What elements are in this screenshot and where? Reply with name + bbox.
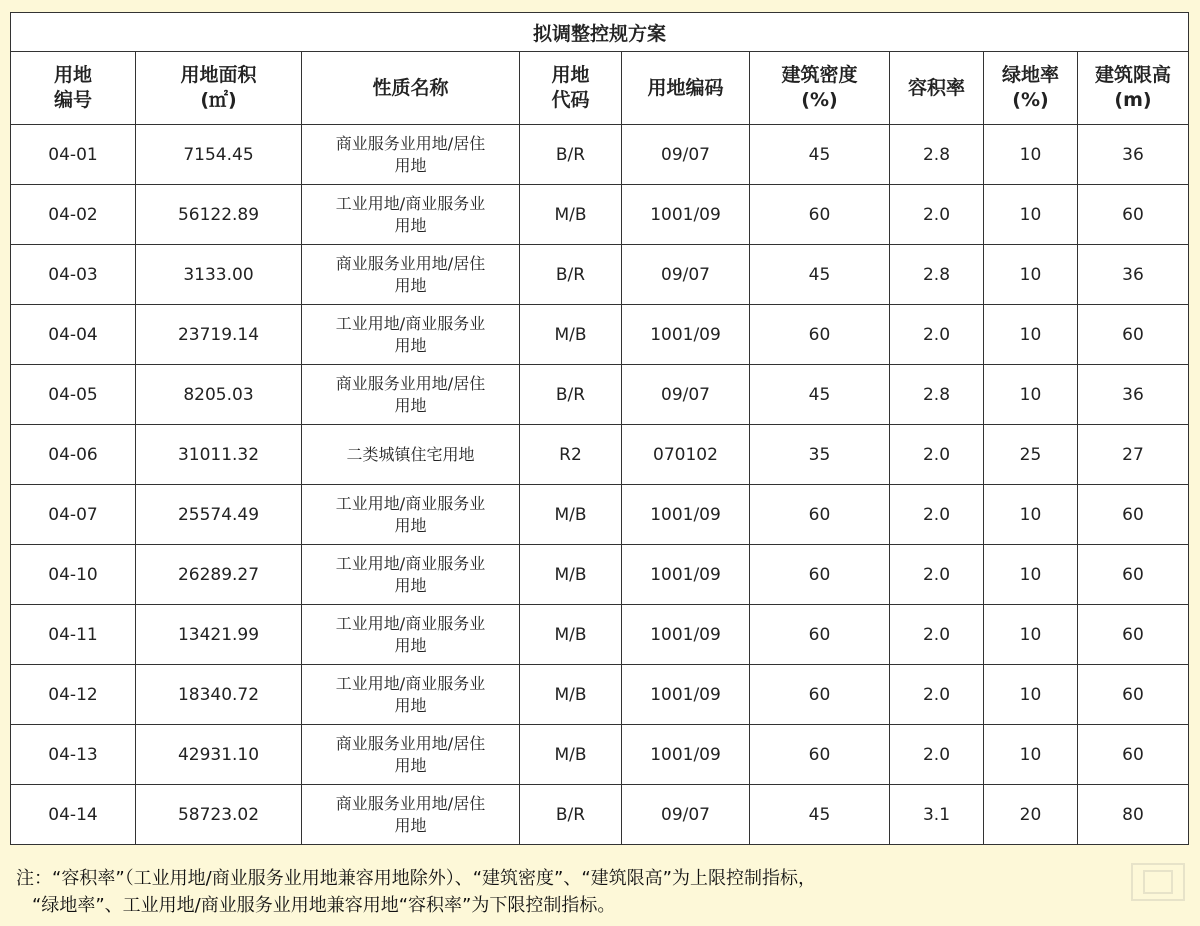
cell-land-id: 04-06	[11, 425, 136, 485]
cell-building-density: 45	[750, 245, 890, 305]
cell-land-area: 56122.89	[136, 185, 302, 245]
cell-text-line: 用地	[394, 755, 427, 775]
cell-text-line: 工业用地/商业服务业	[335, 493, 486, 513]
table-row	[11, 305, 1189, 365]
cell-land-use-name	[302, 365, 520, 425]
cell-green-ratio: 10	[984, 305, 1078, 365]
cell-building-density: 60	[750, 605, 890, 665]
cell-floor-area-ratio: 2.0	[890, 605, 984, 665]
cell-building-density: 45	[750, 785, 890, 845]
cell-text-line: 用地	[394, 575, 427, 595]
cell-text-line: 商业服务业用地/居住	[335, 733, 486, 753]
table-row	[11, 245, 1189, 305]
plan-table	[10, 12, 1189, 845]
cell-building-density: 60	[750, 725, 890, 785]
cell-building-density: 60	[750, 665, 890, 725]
cell-green-ratio: 10	[984, 365, 1078, 425]
cell-text-line: 商业服务业用地/居住	[335, 373, 486, 393]
cell-land-area: 7154.45	[136, 125, 302, 185]
cell-land-id: 04-13	[11, 725, 136, 785]
cell-land-id: 04-12	[11, 665, 136, 725]
cell-land-use-name	[302, 725, 520, 785]
cell-building-density: 60	[750, 545, 890, 605]
cell-green-ratio: 10	[984, 725, 1078, 785]
cell-land-id: 04-01	[11, 125, 136, 185]
footnote	[16, 865, 1186, 919]
cell-height-limit: 60	[1078, 605, 1189, 665]
table-row	[11, 725, 1189, 785]
cell-land-use-name	[302, 785, 520, 845]
cell-height-limit: 60	[1078, 485, 1189, 545]
cell-building-density: 45	[750, 125, 890, 185]
cell-text-line: 用地	[394, 515, 427, 535]
cell-land-area: 31011.32	[136, 425, 302, 485]
cell-height-limit: 60	[1078, 185, 1189, 245]
header-land-code	[520, 52, 622, 125]
cell-land-use-name	[302, 245, 520, 305]
cell-height-limit: 27	[1078, 425, 1189, 485]
cell-green-ratio: 10	[984, 245, 1078, 305]
cell-land-code: M/B	[520, 725, 622, 785]
cell-height-limit: 36	[1078, 125, 1189, 185]
header-text: 容积率	[907, 76, 965, 99]
cell-land-use-name	[302, 305, 520, 365]
header-text: 用地编码	[647, 76, 724, 99]
cell-land-area: 23719.14	[136, 305, 302, 365]
table-title: 拟调整控规方案	[11, 13, 1189, 52]
cell-text-line: 用地	[394, 155, 427, 175]
cell-height-limit: 80	[1078, 785, 1189, 845]
header-text: (%)	[801, 89, 838, 111]
cell-floor-area-ratio: 2.0	[890, 305, 984, 365]
cell-land-number: 09/07	[622, 125, 750, 185]
cell-land-code: R2	[520, 425, 622, 485]
watermark-logo-icon	[1130, 862, 1186, 902]
header-row	[11, 52, 1189, 125]
cell-floor-area-ratio: 2.0	[890, 665, 984, 725]
cell-floor-area-ratio: 2.8	[890, 125, 984, 185]
cell-text-line: 商业服务业用地/居住	[335, 133, 486, 153]
header-floor-area-ratio	[890, 52, 984, 125]
header-land-use-name	[302, 52, 520, 125]
cell-height-limit: 60	[1078, 545, 1189, 605]
cell-text-line: 工业用地/商业服务业	[335, 553, 486, 573]
cell-floor-area-ratio: 2.8	[890, 245, 984, 305]
cell-land-use-name	[302, 665, 520, 725]
header-text: (㎡)	[200, 89, 237, 111]
cell-land-id: 04-11	[11, 605, 136, 665]
footnote-line-1: 注：“容积率”（工业用地/商业服务业用地兼容用地除外）、“建筑密度”、“建筑限高”为上限控制指标，	[16, 868, 817, 889]
cell-land-code: B/R	[520, 365, 622, 425]
cell-building-density: 45	[750, 365, 890, 425]
cell-land-number: 1001/09	[622, 725, 750, 785]
cell-land-number: 1001/09	[622, 545, 750, 605]
cell-land-area: 25574.49	[136, 485, 302, 545]
header-land-number	[622, 52, 750, 125]
cell-land-code: M/B	[520, 485, 622, 545]
header-land-area	[136, 52, 302, 125]
cell-land-number: 1001/09	[622, 305, 750, 365]
cell-land-id: 04-04	[11, 305, 136, 365]
cell-land-area: 58723.02	[136, 785, 302, 845]
table-row	[11, 185, 1189, 245]
cell-land-area: 26289.27	[136, 545, 302, 605]
cell-floor-area-ratio: 3.1	[890, 785, 984, 845]
cell-land-use-name	[302, 605, 520, 665]
cell-land-id: 04-14	[11, 785, 136, 845]
cell-text-line: 工业用地/商业服务业	[335, 193, 486, 213]
cell-land-use-name	[302, 425, 520, 485]
cell-land-number: 1001/09	[622, 185, 750, 245]
cell-text-line: 工业用地/商业服务业	[335, 313, 486, 333]
header-land-id	[11, 52, 136, 125]
header-text: 建筑限高	[1094, 64, 1171, 86]
cell-green-ratio: 10	[984, 185, 1078, 245]
cell-text-line: 用地	[394, 695, 427, 715]
cell-building-density: 60	[750, 485, 890, 545]
header-text: (m)	[1114, 89, 1152, 111]
table-row	[11, 665, 1189, 725]
header-text: 用地	[551, 64, 590, 86]
cell-land-id: 04-10	[11, 545, 136, 605]
header-text: 代码	[551, 89, 590, 111]
cell-building-density: 60	[750, 305, 890, 365]
cell-green-ratio: 20	[984, 785, 1078, 845]
cell-land-code: M/B	[520, 605, 622, 665]
cell-land-number: 1001/09	[622, 605, 750, 665]
cell-green-ratio: 10	[984, 545, 1078, 605]
table-row	[11, 365, 1189, 425]
cell-text-line: 商业服务业用地/居住	[335, 793, 486, 813]
cell-floor-area-ratio: 2.0	[890, 185, 984, 245]
header-building-density	[750, 52, 890, 125]
header-text: 编号	[53, 89, 92, 111]
table-row	[11, 785, 1189, 845]
cell-land-id: 04-03	[11, 245, 136, 305]
table-row	[11, 605, 1189, 665]
header-text: (%)	[1012, 89, 1049, 111]
cell-land-code: B/R	[520, 125, 622, 185]
cell-green-ratio: 10	[984, 665, 1078, 725]
cell-text-line: 工业用地/商业服务业	[335, 613, 486, 633]
cell-building-density: 35	[750, 425, 890, 485]
cell-land-area: 8205.03	[136, 365, 302, 425]
cell-height-limit: 60	[1078, 665, 1189, 725]
cell-floor-area-ratio: 2.0	[890, 485, 984, 545]
cell-land-code: M/B	[520, 185, 622, 245]
cell-land-area: 42931.10	[136, 725, 302, 785]
cell-land-number: 09/07	[622, 365, 750, 425]
table-row	[11, 125, 1189, 185]
cell-text-line: 用地	[394, 635, 427, 655]
cell-text-line: 二类城镇住宅用地	[346, 444, 475, 464]
cell-floor-area-ratio: 2.8	[890, 365, 984, 425]
footnote-line-2: “绿地率”、工业用地/商业服务业用地兼容用地“容积率”为下限控制指标。	[32, 895, 616, 916]
cell-height-limit: 60	[1078, 305, 1189, 365]
cell-land-use-name	[302, 125, 520, 185]
header-text: 性质名称	[372, 76, 449, 99]
cell-land-area: 18340.72	[136, 665, 302, 725]
cell-green-ratio: 10	[984, 125, 1078, 185]
cell-land-area: 3133.00	[136, 245, 302, 305]
cell-land-code: M/B	[520, 305, 622, 365]
cell-land-use-name	[302, 545, 520, 605]
cell-green-ratio: 10	[984, 605, 1078, 665]
cell-land-code: B/R	[520, 785, 622, 845]
cell-height-limit: 36	[1078, 245, 1189, 305]
cell-text-line: 用地	[394, 815, 427, 835]
cell-text-line: 用地	[394, 215, 427, 235]
cell-land-code: M/B	[520, 545, 622, 605]
header-height-limit	[1078, 52, 1189, 125]
cell-text-line: 用地	[394, 275, 427, 295]
cell-green-ratio: 25	[984, 425, 1078, 485]
cell-land-number: 09/07	[622, 245, 750, 305]
cell-text-line: 工业用地/商业服务业	[335, 673, 486, 693]
cell-land-use-name	[302, 485, 520, 545]
cell-land-number: 1001/09	[622, 665, 750, 725]
cell-height-limit: 36	[1078, 365, 1189, 425]
table-row	[11, 545, 1189, 605]
cell-land-code: B/R	[520, 245, 622, 305]
header-green-ratio	[984, 52, 1078, 125]
header-text: 用地面积	[180, 64, 257, 86]
cell-floor-area-ratio: 2.0	[890, 725, 984, 785]
cell-land-id: 04-05	[11, 365, 136, 425]
header-text: 用地	[53, 64, 92, 86]
cell-text-line: 用地	[394, 335, 427, 355]
cell-floor-area-ratio: 2.0	[890, 425, 984, 485]
cell-land-number: 1001/09	[622, 485, 750, 545]
cell-land-code: M/B	[520, 665, 622, 725]
header-text: 建筑密度	[781, 64, 858, 86]
cell-text-line: 商业服务业用地/居住	[335, 253, 486, 273]
cell-height-limit: 60	[1078, 725, 1189, 785]
cell-land-use-name	[302, 185, 520, 245]
cell-land-number: 070102	[622, 425, 750, 485]
cell-building-density: 60	[750, 185, 890, 245]
cell-land-id: 04-07	[11, 485, 136, 545]
cell-land-id: 04-02	[11, 185, 136, 245]
cell-land-number: 09/07	[622, 785, 750, 845]
cell-text-line: 用地	[394, 395, 427, 415]
table-body	[11, 125, 1189, 845]
header-text: 绿地率	[1001, 64, 1059, 86]
cell-green-ratio: 10	[984, 485, 1078, 545]
table-row	[11, 425, 1189, 485]
table-row	[11, 485, 1189, 545]
cell-land-area: 13421.99	[136, 605, 302, 665]
cell-floor-area-ratio: 2.0	[890, 545, 984, 605]
